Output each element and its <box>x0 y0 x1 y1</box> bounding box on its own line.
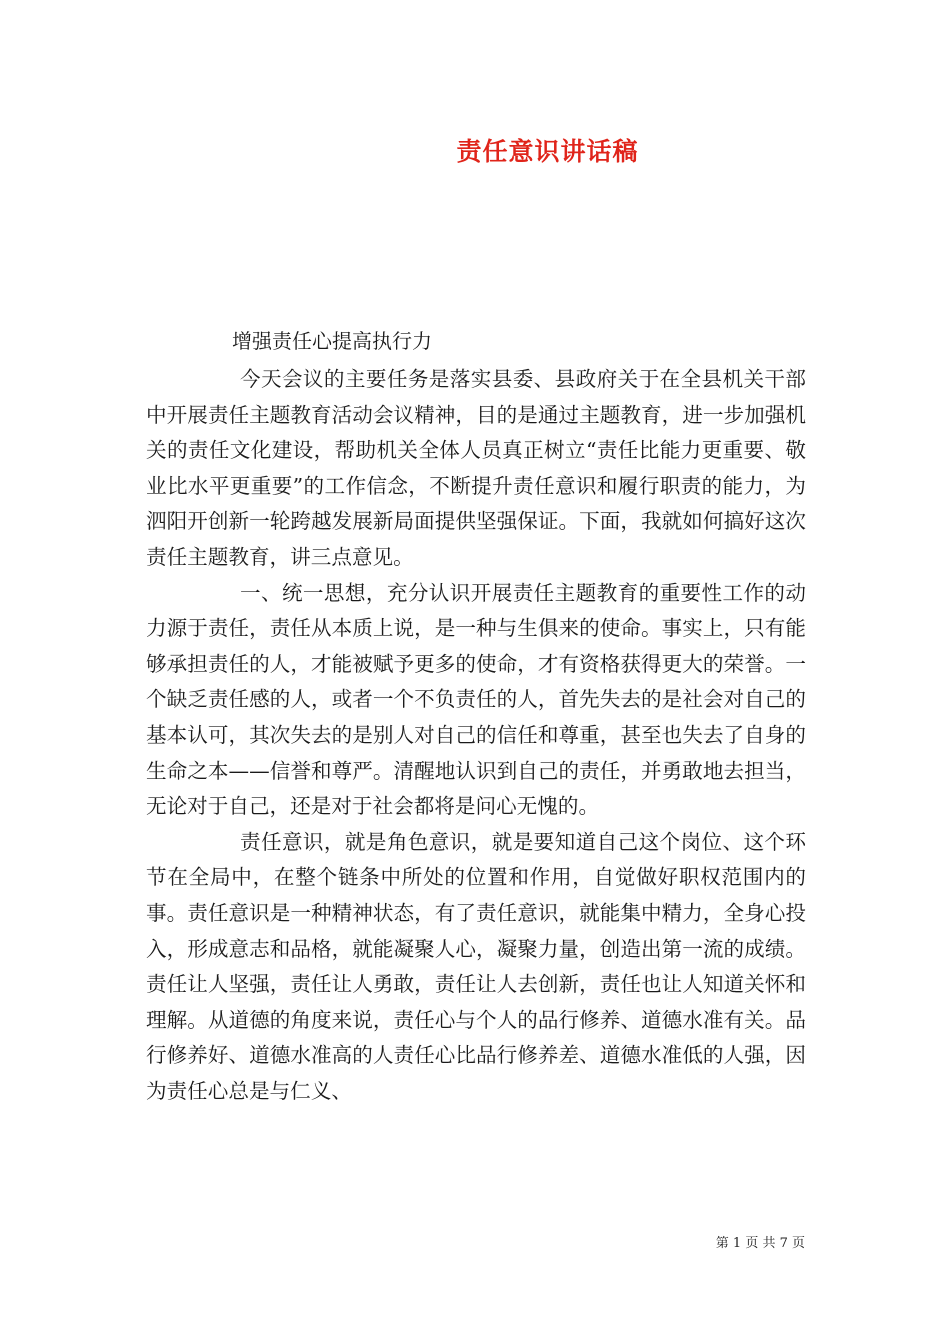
paragraph-3: 责任意识，就是角色意识，就是要知道自己这个岗位、这个环节在全局中，在整个链条中所处的位置和作用，自觉做好职权范围内的事。责任意识是一种精神状态，有了责任意识，就能集中精力，全身心投入，形成意志和品格，就能凝聚人心，凝聚力量，创造出第一流的成绩。责任让人坚强，责任让人勇敢，责任让人去创新，责任也让人知道关怀和理解。从道德的角度来说，责任心与个人的品行修养、道德水准有关。品行修养好、道德水准高的人责任心比品行修养差、道德水准低的人强，因为责任心总是与仁义、 <box>146 829 806 1103</box>
paragraph-1: 今天会议的主要任务是落实县委、县政府关于在全县机关干部中开展责任主题教育活动会议精神，目的是通过主题教育，进一步加强机关的责任文化建设，帮助机关全体人员真正树立“责任比能力更重要、敬业比水平更重要”的工作信念，不断提升责任意识和履行职责的能力，为泗阳开创新一轮跨越发展新局面提供坚强保证。下面，我就如何搞好这次责任主题教育，讲三点意见。 <box>146 367 806 569</box>
document-title: 责任意识讲话稿 <box>456 137 639 166</box>
document-body <box>146 362 806 1109</box>
page-number: 第 1 页 共 7 页 <box>715 1236 805 1251</box>
document-subtitle: 增强责任心提高执行力 <box>232 329 432 353</box>
paragraph-2: 一、统一思想，充分认识开展责任主题教育的重要性工作的动力源于责任，责任从本质上说，是一种与生俱来的使命。事实上，只有能够承担责任的人，才能被赋予更多的使命，才有资格获得更大的荣誉。一个缺乏责任感的人，或者一个不负责任的人，首先失去的是社会对自己的基本认可，其次失去的是别人对自己的信任和尊重，甚至也失去了自身的生命之本——信誉和尊严。清醒地认识到自己的责任，并勇敢地去担当，无论对于自己，还是对于社会都将是问心无愧的。 <box>146 580 806 819</box>
